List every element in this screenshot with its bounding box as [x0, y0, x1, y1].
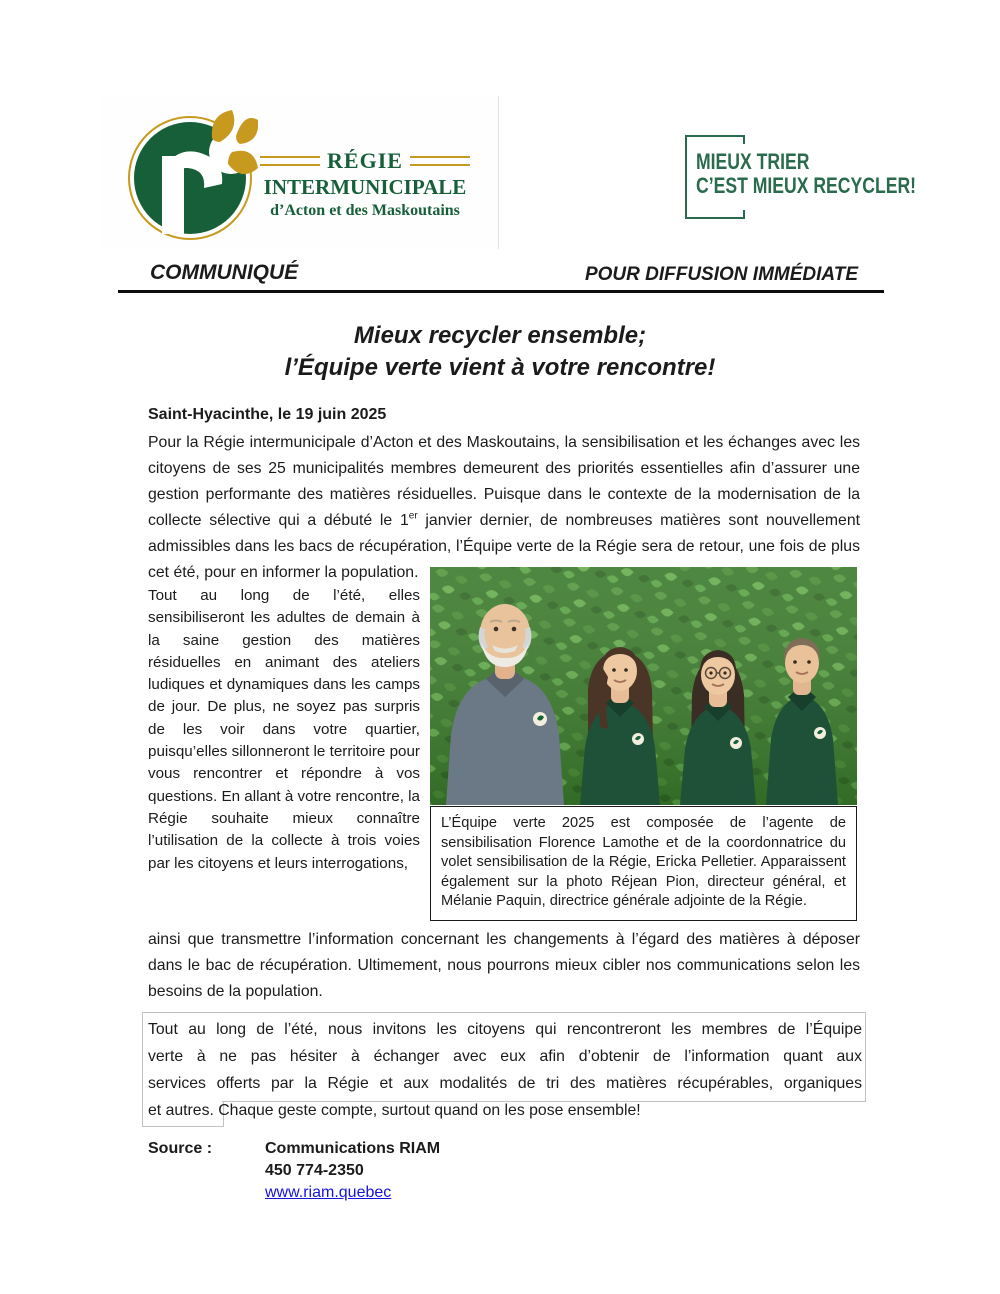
superscript-er: er: [408, 510, 418, 522]
slogan-badge: [685, 135, 917, 219]
source-block: [148, 1138, 440, 1204]
slogan-text: [696, 150, 916, 198]
header-rule: [118, 290, 884, 293]
logo-line2: INTERMUNICIPALE: [263, 175, 467, 199]
highlight-line: services offerts par la Régie et aux modalités de tri des matières récupérables, organiques: [148, 1075, 862, 1092]
highlight-line: Tout au long de l’été, nous invitons les citoyens qui rencontreront les membres de l’Équipe: [148, 1021, 862, 1038]
riam-logo-wordmark: [260, 148, 470, 220]
gold-rule-left: [260, 156, 320, 166]
highlighted-paragraph: [148, 1016, 862, 1124]
highlight-line: verte à ne pas hésiter à échanger avec eux afin d’obtenir de l’information quant aux: [148, 1048, 862, 1065]
communique-label: COMMUNIQUÉ: [150, 261, 299, 284]
slogan-line1: MIEUX TRIER: [696, 149, 810, 174]
diffusion-label: POUR DIFFUSION IMMÉDIATE: [584, 264, 858, 285]
slogan-bracket-left: [685, 135, 687, 219]
gold-rule-right: [410, 156, 470, 166]
document-title: [0, 320, 1000, 384]
source-org: Communications RIAM: [265, 1140, 441, 1157]
source-label: Source :: [148, 1140, 213, 1157]
paragraph-intro: [148, 430, 860, 586]
photo-caption: L’Équipe verte 2025 est composée de l’agente de sensibilisation Florence Lamothe et de la coordonnatrice du volet sensibilisation de la Régie, Ericka Pelletier. Apparaissent également sur la photo Réjean Pion, directeur général, et Mélanie Paquin, directrice générale adjointe de la Régie.: [430, 806, 857, 921]
riam-logo-emblem-icon: [128, 104, 258, 249]
logo-line1: RÉGIE: [327, 148, 403, 173]
team-photo: [430, 567, 857, 805]
paragraph-left-column: Tout au long de l’été, elles sensibiliseront les adultes de demain à la saine gestion des matières résiduelles en animant des ateliers ludiques et dynamiques dans les camps de jour. De plus, ne soyez pas surpris de les voir dans votre quartier, puisqu’elles sillonneront le territoire pour vous rencontrer et répondre à vos questions. En allant à votre rencontre, la Régie souhaite mieux connaître l’utilisation de la collecte à trois voies par les citoyens et leurs interrogations,: [148, 587, 420, 872]
slogan-bracket-bottom: [685, 210, 745, 219]
slogan-line2: C’EST MIEUX RECYCLER!: [696, 173, 917, 198]
title-line2: l’Équipe verte vient à votre rencontre!: [284, 354, 716, 381]
riam-logo: [100, 96, 499, 249]
paragraph-intro-rest: janvier dernier, de nombreuses matières sont nouvellement admissibles dans les bacs de récupération, l’Équipe verte de la Régie sera de retour, une fois de plus cet été, pour en informer la population.: [148, 512, 861, 581]
source-phone: 450 774-2350: [265, 1162, 364, 1179]
highlight-line: et autres. Chaque geste compte, surtout quand on les pose ensemble!: [148, 1102, 641, 1119]
slogan-bracket-top: [685, 135, 745, 144]
logo-line3: d’Acton et des Maskoutains: [270, 202, 460, 219]
paragraph-continuation: ainsi que transmettre l’information concernant les changements à l’égard des matières à déposer dans le bac de récupération. Ultimement, nous pourrons mieux cibler nos communications selon les besoins de la population.: [148, 931, 860, 1000]
title-line1: Mieux recycler ensemble;: [353, 322, 647, 349]
paragraph-intro-text: Pour la Régie intermunicipale d’Acton et des Maskoutains, la sensibilisation et les échanges avec les citoyens de ses 25 municipalités membres demeurent des priorités essentielles afin d’assurer une gestion performante des matières résiduelles. Puisque dans le contexte de la modernisation de la collecte sélective qui a débuté le 1: [148, 434, 860, 529]
dateline: Saint-Hyacinthe, le 19 juin 2025: [148, 406, 387, 423]
website-link[interactable]: www.riam.quebec: [265, 1184, 392, 1201]
